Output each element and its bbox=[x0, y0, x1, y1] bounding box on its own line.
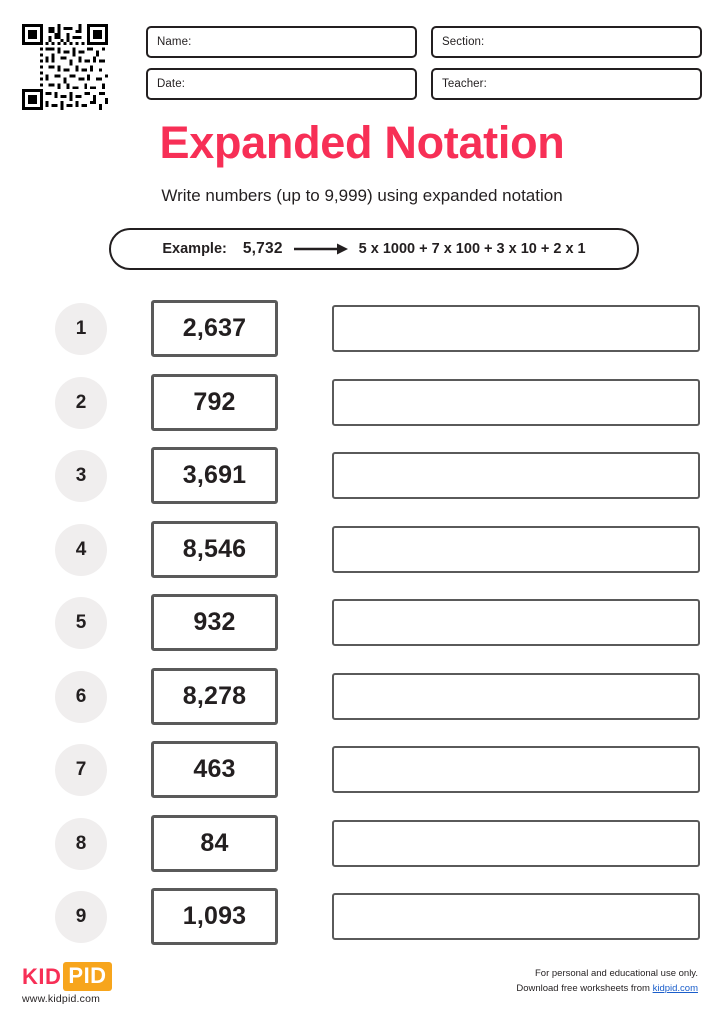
student-info-fields bbox=[146, 26, 702, 100]
worksheet-header bbox=[22, 22, 702, 104]
problem-row bbox=[55, 372, 700, 446]
long-right-arrow-icon bbox=[293, 242, 349, 256]
brand-name-second: PID bbox=[63, 962, 111, 991]
usage-notice bbox=[516, 966, 698, 996]
usage-notice-line1: For personal and educational use only. bbox=[534, 968, 698, 979]
problem-number: 792 bbox=[151, 374, 278, 431]
answer-input[interactable] bbox=[332, 452, 700, 499]
answer-input[interactable] bbox=[332, 893, 700, 940]
problem-row bbox=[55, 813, 700, 887]
answer-input[interactable] bbox=[332, 599, 700, 646]
problem-list bbox=[55, 298, 700, 960]
problem-number: 3,691 bbox=[151, 447, 278, 504]
problem-index: 8 bbox=[55, 818, 107, 870]
teacher-field[interactable] bbox=[431, 68, 702, 100]
brand-block bbox=[22, 962, 112, 1005]
kidpid-logo bbox=[22, 962, 112, 991]
section-field[interactable] bbox=[431, 26, 702, 58]
problem-row bbox=[55, 298, 700, 372]
example-label: Example: bbox=[162, 241, 227, 257]
problem-number: 1,093 bbox=[151, 888, 278, 945]
teacher-field-label: Teacher: bbox=[442, 78, 487, 90]
example-box bbox=[109, 228, 639, 270]
section-field-label: Section: bbox=[442, 36, 485, 48]
example-expansion: 5 x 1000 + 7 x 100 + 3 x 10 + 2 x 1 bbox=[358, 241, 586, 257]
problem-row bbox=[55, 519, 700, 593]
problem-number: 84 bbox=[151, 815, 278, 872]
usage-notice-line2 bbox=[516, 981, 698, 996]
answer-input[interactable] bbox=[332, 820, 700, 867]
problem-number: 463 bbox=[151, 741, 278, 798]
problem-index: 7 bbox=[55, 744, 107, 796]
problem-index: 1 bbox=[55, 303, 107, 355]
problem-index: 3 bbox=[55, 450, 107, 502]
problem-index: 9 bbox=[55, 891, 107, 943]
problem-index: 6 bbox=[55, 671, 107, 723]
date-field[interactable] bbox=[146, 68, 417, 100]
date-field-label: Date: bbox=[157, 78, 185, 90]
qr-code-icon bbox=[22, 24, 108, 110]
example-number: 5,732 bbox=[242, 240, 283, 257]
page-title: Expanded Notation bbox=[159, 117, 565, 168]
worksheet-footer bbox=[0, 962, 724, 1024]
problem-row bbox=[55, 739, 700, 813]
answer-input[interactable] bbox=[332, 746, 700, 793]
page-subtitle: Write numbers (up to 9,999) using expanded notation bbox=[161, 186, 563, 205]
name-field[interactable] bbox=[146, 26, 417, 58]
problem-number: 2,637 bbox=[151, 300, 278, 357]
problem-row bbox=[55, 592, 700, 666]
brand-name-first: KID bbox=[22, 963, 62, 989]
answer-input[interactable] bbox=[332, 526, 700, 573]
kidpid-link[interactable]: kidpid.com bbox=[652, 983, 698, 994]
name-field-label: Name: bbox=[157, 36, 192, 48]
answer-input[interactable] bbox=[332, 379, 700, 426]
problem-index: 5 bbox=[55, 597, 107, 649]
problem-number: 8,546 bbox=[151, 521, 278, 578]
problem-row bbox=[55, 445, 700, 519]
problem-row bbox=[55, 666, 700, 740]
answer-input[interactable] bbox=[332, 673, 700, 720]
problem-number: 8,278 bbox=[151, 668, 278, 725]
problem-index: 4 bbox=[55, 524, 107, 576]
brand-website: www.kidpid.com bbox=[22, 993, 101, 1005]
problem-index: 2 bbox=[55, 377, 107, 429]
answer-input[interactable] bbox=[332, 305, 700, 352]
problem-number: 932 bbox=[151, 594, 278, 651]
usage-notice-line2-text: Download free worksheets from bbox=[516, 983, 653, 994]
problem-row bbox=[55, 886, 700, 960]
